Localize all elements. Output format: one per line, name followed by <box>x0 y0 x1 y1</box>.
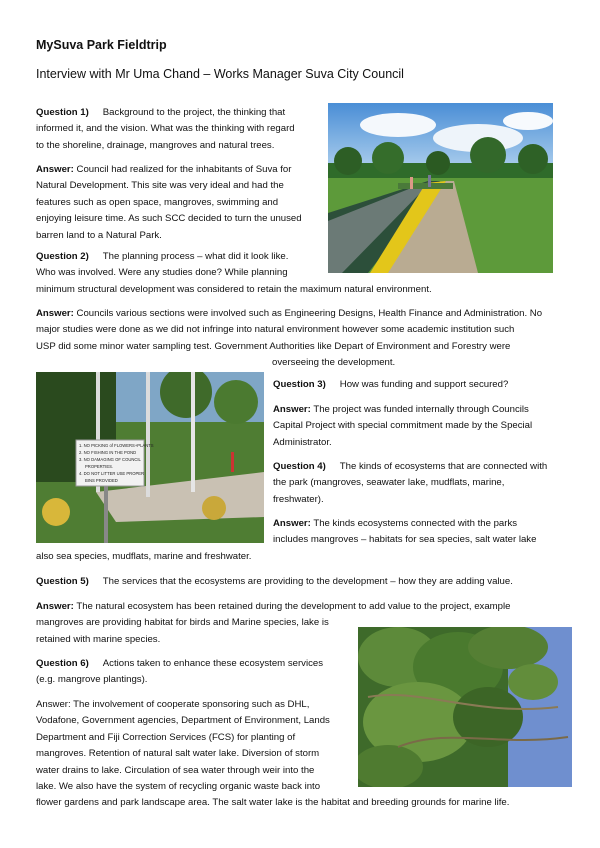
answer-1-line: Natural Development. This site was very ideal and had the <box>36 180 284 192</box>
question-1 <box>36 105 321 154</box>
answer-2-line: overseeing the development. <box>272 357 396 369</box>
answer-6-line: Department and Fiji Correction Services (FCS) for planting of <box>36 731 296 743</box>
answer-2 <box>36 306 576 372</box>
mangrove-foliage-photo <box>358 627 572 787</box>
question-3 <box>273 377 573 393</box>
answer-5-line: mangroves are providing habitat for birds and Marine species, lake is <box>36 617 329 629</box>
question-4-label: Question 4) <box>273 461 326 472</box>
sign-rule-3-continued: PROPERTIES. <box>85 464 114 469</box>
sign-rule-3: 3. NO DAMAGING OF COUNCIL <box>79 457 141 462</box>
question-6-line: (e.g. mangrove plantings). <box>36 674 148 686</box>
answer-4-line: The kinds ecosystems connected with the parks <box>313 518 518 529</box>
answer-5-label: Answer: <box>36 601 74 612</box>
question-3-line: How was funding and support secured? <box>339 379 509 390</box>
question-6-line: Actions taken to enhance these ecosystem services <box>102 658 324 669</box>
question-3-label: Question 3) <box>273 379 326 390</box>
sign-rule-4-continued: BINS PROVIDED <box>85 478 118 483</box>
question-4 <box>273 459 573 508</box>
answer-4-line: includes mangroves – habitats for sea species, salt water lake <box>273 534 537 546</box>
question-1-line: informed it, and the vision. What was the thinking with regard <box>36 123 295 135</box>
answer-6-line: lake. We also have the system of recycling organic waste back into <box>36 781 321 793</box>
question-2-label: Question 2) <box>36 251 89 262</box>
answer-1-line: barren land to a Natural Park. <box>36 229 162 241</box>
question-1-label: Question 1) <box>36 107 89 118</box>
park-canal-photo <box>328 103 553 273</box>
question-4-line: freshwater). <box>273 493 324 505</box>
answer-1 <box>36 162 326 244</box>
sign-rule-1: 1. NO PICKING of FLOWERS+PLANTS <box>79 443 154 448</box>
question-5 <box>36 574 576 590</box>
answer-2-label: Answer: <box>36 308 74 319</box>
question-4-line: the park (mangroves, seawater lake, mudflats, marine, <box>273 477 505 489</box>
question-2-line: The planning process – what did it look like. <box>102 251 289 262</box>
answer-2-line: Councils various sections were involved such as Engineering Designs, Health Finance and Administration. No <box>76 308 543 319</box>
answer-1-line: Council had realized for the inhabitants of Suva for <box>76 164 292 175</box>
answer-3 <box>273 402 573 451</box>
answer-2-line: major studies were done as we did not infringe into natural environment however some academic institution such <box>36 324 515 336</box>
answer-3-line: Capital Project with special commitment made by the Special <box>273 420 533 432</box>
answer-6-line: Answer: The involvement of cooperate sponsoring such as DHL, <box>36 699 310 710</box>
sign-rule-4: 4. DO NOT LITTER USE PROPER <box>79 471 145 476</box>
question-2-line: minimum structural development was considered to retain the maximum natural environment. <box>36 283 432 295</box>
answer-6-line: Vodafone, Government agencies, Department of Environment, Lands <box>36 715 330 727</box>
answer-6-line: mangroves. Retention of natural salt water lake. Diversion of storm <box>36 748 320 760</box>
answer-6-line: water drains to lake. Circulation of sea water through weir into the <box>36 764 315 776</box>
answer-2-line: USP did some minor water sampling test. Government Authorities like Depart of Environment and Forestry were <box>36 340 511 352</box>
answer-1-label: Answer: <box>36 164 74 175</box>
question-4-line: The kinds of ecosystems that are connected with <box>339 461 548 472</box>
document-subtitle: Interview with Mr Uma Chand – Works Manager Suva City Council <box>36 67 404 81</box>
answer-3-line: The project was funded internally through Councils <box>313 404 529 415</box>
answer-3-label: Answer: <box>273 404 311 415</box>
answer-1-line: enjoying leisure time. As such SCC decided to turn the unused <box>36 213 302 225</box>
answer-3-line: Administrator. <box>273 436 332 448</box>
answer-5-line: The natural ecosystem has been retained during the development to add value to the project, example <box>76 601 511 612</box>
question-6 <box>36 656 356 689</box>
answer-4 <box>273 516 573 549</box>
question-5-line: The services that the ecosystems are providing to the development – how they are adding value. <box>102 576 513 587</box>
answer-6-line: flower gardens and park landscape area. The salt water lake is the habitat and breeding grounds for marine life. <box>36 797 510 809</box>
question-6-label: Question 6) <box>36 658 89 669</box>
question-1-line: Background to the project, the thinking that <box>102 107 286 118</box>
answer-4-line: also sea species, mudflats, marine and freshwater. <box>36 551 252 562</box>
document-title: MySuva Park Fieldtrip <box>36 38 167 52</box>
question-2-line: Who was involved. Were any studies done? While planning <box>36 267 288 279</box>
answer-1-line: features such as open space, mangroves, swimming and <box>36 196 279 208</box>
answer-4-continued <box>36 549 576 565</box>
answer-5-line: retained with marine species. <box>36 633 161 645</box>
answer-4-label: Answer: <box>273 518 311 529</box>
question-1-line: to the shoreline, drainage, mangroves and natural trees. <box>36 139 275 151</box>
question-5-label: Question 5) <box>36 576 89 587</box>
park-rules-sign-photo <box>36 372 264 543</box>
sign-rule-2: 2. NO FISHING IN THE POND <box>79 450 137 455</box>
